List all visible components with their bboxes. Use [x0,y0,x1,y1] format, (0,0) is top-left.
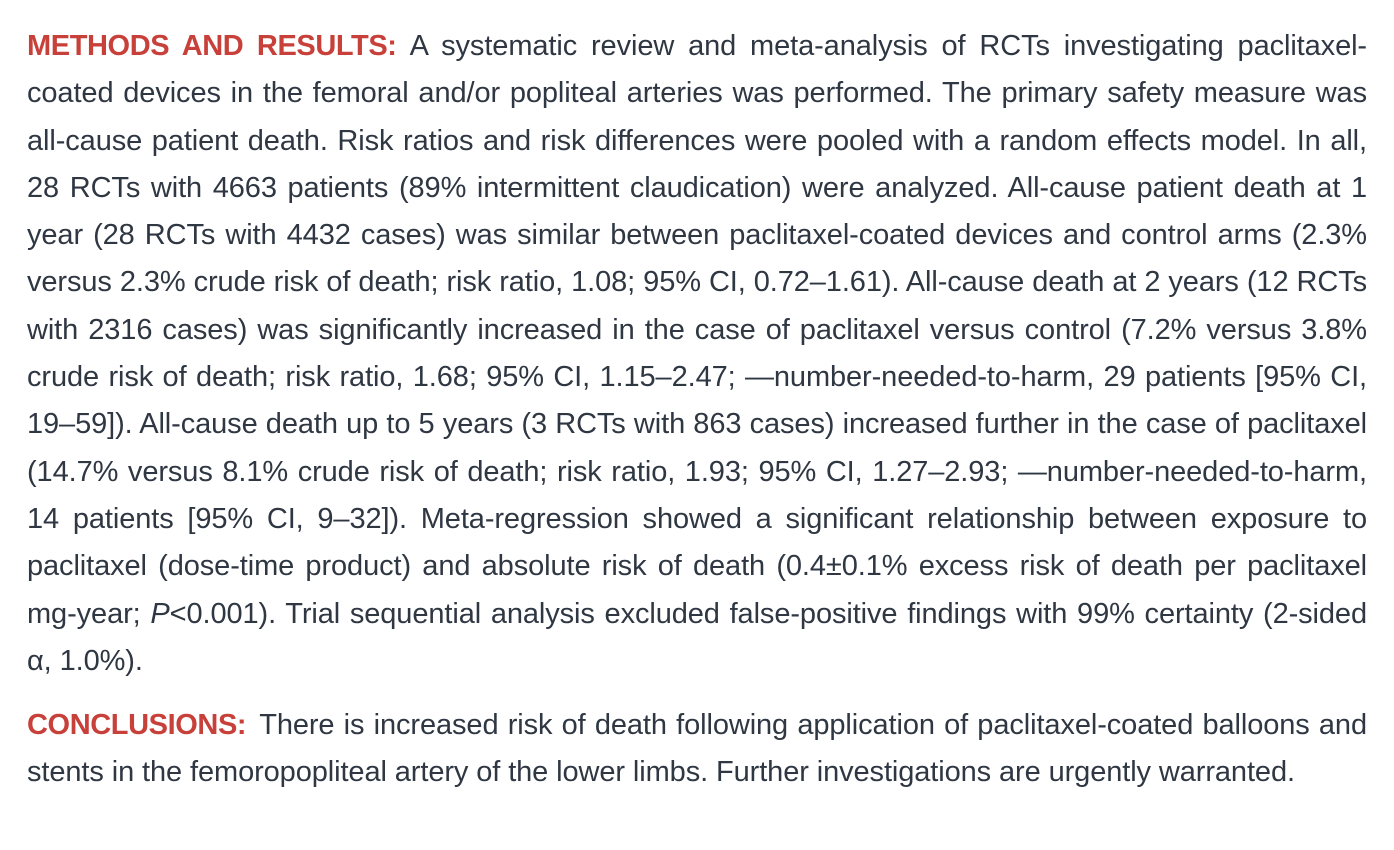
methods-results-paragraph [27,23,1367,685]
conclusions-heading: CONCLUSIONS: [27,709,247,742]
conclusions-body-text: There is increased risk of death following application of paclitaxel-coated balloons and stents in the femoropopliteal artery of the lower limbs. Further investigations are urgently warranted. [27,709,1367,789]
methods-results-body-text: A systematic review and meta-analysis of RCTs investigating paclitaxel-coated devices in the femoral and/or popliteal arteries was performed. The primary safety measure was all-cause patient death. Risk ratios and risk differences were pooled with a random effects model. In all, 28 RCTs with 4663 patients (89% intermittent claudication) were analyzed. All-cause patient death at 1 year (28 RCTs with 4432 cases) was similar between paclitaxel-coated devices and control arms (2.3% versus 2.3% crude risk of death; risk ratio, 1.08; 95% CI, 0.72–1.61). All-cause death at 2 years (12 RCTs with 2316 cases) was significantly increased in the case of paclitaxel versus control (7.2% versus 3.8% crude risk of death; risk ratio, 1.68; 95% CI, 1.15–2.47; —number-needed-to-harm, 29 patients [95% CI, 19–59]). All-cause death up to 5 years (3 RCTs with 863 cases) increased further in the case of paclitaxel (14.7% versus 8.1% crude risk of death; risk ratio, 1.93; 95% CI, 1.27–2.93; —number-needed-to-harm, 14 patients [95% CI, 9–32]). Meta-regression showed a significant relationship between exposure to paclitaxel (dose-time product) and absolute risk of death (0.4±0.1% excess risk of death per paclitaxel mg-year; P<0.001). Trial sequential analysis excluded false-positive findings with 99% certainty (2-sided α, 1.0%). [27,30,1367,677]
methods-results-heading: METHODS AND RESULTS: [27,30,397,62]
conclusions-paragraph [27,702,1367,797]
